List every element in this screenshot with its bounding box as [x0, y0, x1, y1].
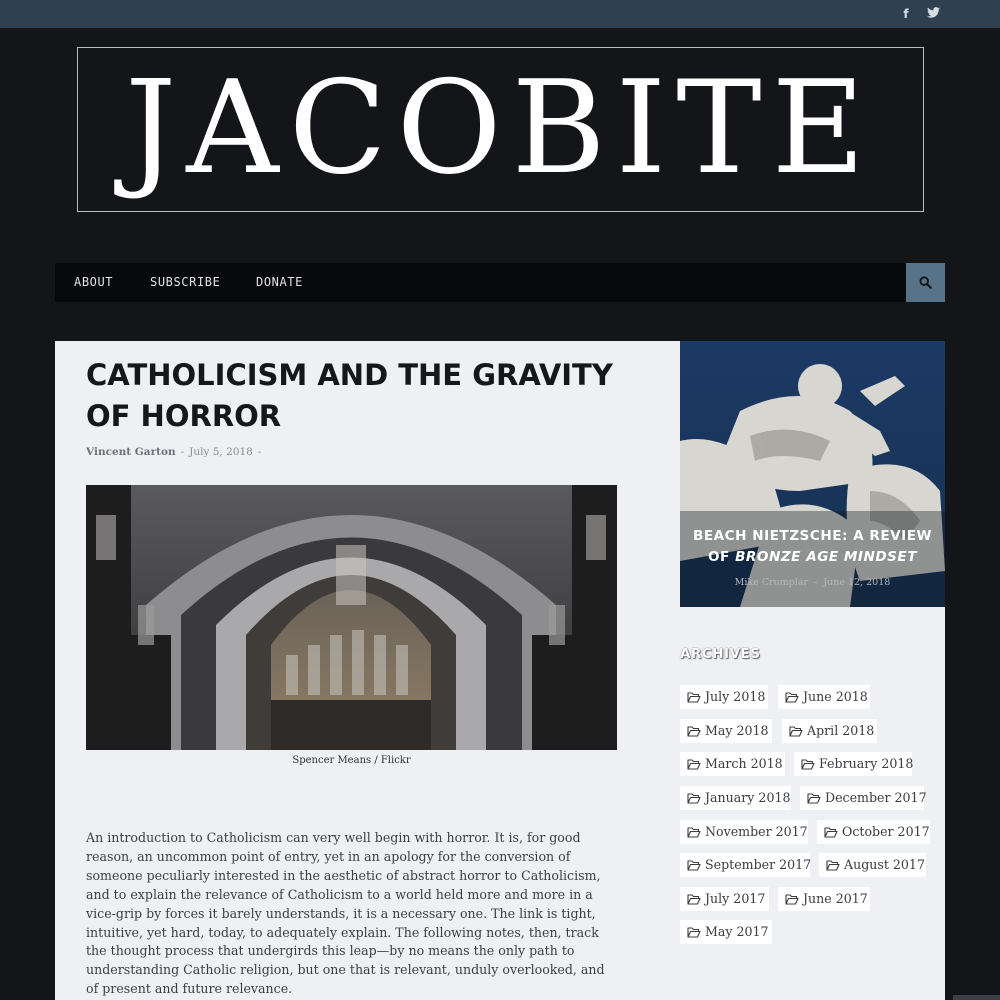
archive-link-july-2018[interactable] [680, 685, 768, 709]
page-title[interactable]: CATHOLICISM AND THE GRAVITY OF HORROR [86, 358, 613, 433]
meta-separator: - [180, 446, 185, 458]
meta-separator: - [257, 446, 262, 458]
archives-heading: ARCHIVES [680, 646, 761, 662]
folder-open-icon [824, 826, 838, 838]
archive-label: August 2017 [844, 857, 925, 872]
archive-label: May 2018 [705, 723, 769, 738]
archive-link-january-2018[interactable] [680, 786, 791, 810]
archive-label: December 2017 [825, 790, 927, 805]
image-caption: Spencer Means / Flickr [292, 755, 411, 766]
hero-image [86, 485, 617, 750]
archive-link-december-2017[interactable] [800, 786, 927, 810]
archive-link-october-2017[interactable] [817, 820, 930, 844]
folder-open-icon [687, 893, 701, 905]
folder-open-icon [826, 859, 840, 871]
meta-separator: - [814, 577, 818, 588]
featured-post-meta [680, 577, 945, 588]
archive-link-may-2017[interactable] [680, 920, 772, 944]
archive-link-august-2017[interactable] [819, 853, 926, 877]
archive-label: May 2017 [705, 924, 769, 939]
featured-post-title[interactable] [690, 526, 935, 568]
archive-label: September 2017 [705, 857, 812, 872]
featured-title-text: BEACH NIETZSCHE: A REVIEW OF [692, 528, 933, 565]
archive-link-april-2018[interactable] [782, 719, 877, 743]
archive-link-february-2018[interactable] [794, 752, 912, 776]
nav-item-donate[interactable]: DONATE [256, 275, 303, 289]
archive-label: November 2017 [705, 824, 808, 839]
archive-link-july-2017[interactable] [680, 887, 769, 911]
folder-open-icon [687, 792, 701, 804]
facebook-icon[interactable]: f [903, 7, 909, 21]
folder-open-icon [687, 826, 701, 838]
nav-item-about[interactable]: ABOUT [74, 275, 114, 289]
folder-open-icon [687, 758, 701, 770]
post-author[interactable]: Vincent Garton [86, 446, 176, 458]
featured-author[interactable]: Mike Crumplar [734, 577, 809, 588]
search-icon [919, 276, 932, 289]
archive-label: July 2018 [705, 689, 766, 704]
featured-date[interactable]: June 12, 2018 [823, 577, 891, 588]
twitter-icon[interactable] [925, 6, 941, 22]
folder-open-icon [785, 893, 799, 905]
archive-link-june-2017[interactable] [778, 887, 870, 911]
archive-label: March 2018 [705, 756, 783, 771]
archive-label: June 2017 [803, 891, 868, 906]
folder-open-icon [687, 725, 701, 737]
folder-open-icon [687, 691, 701, 703]
archive-link-may-2018[interactable] [680, 719, 772, 743]
folder-open-icon [789, 725, 803, 737]
post-date[interactable]: July 5, 2018 [189, 446, 253, 458]
folder-open-icon [687, 926, 701, 938]
main-nav [55, 263, 945, 302]
archive-label: October 2017 [842, 824, 930, 839]
featured-post-card[interactable] [680, 341, 945, 607]
post-body: An introduction to Catholicism can very well begin with horror. It is, for good reason, an uncommon point of entry, yet in an apology for the conversion of someone peculiarly interested in the aesthetic of abstract horror to Catholicism, and to explain the relevance of Catholicism to a world held more and more in a vice-grip by forces it barely understands, it is a necessary one. The link is tight, intuitive, yet hard, today, to adequately explain. The following notes, then, track the thought process that undergirds this leap—by no means the only path to understanding Catholic religion, but one that is relevant, unduly overlooked, and of present and future relevance. [86, 830, 605, 997]
archive-label: July 2017 [705, 891, 766, 906]
archive-label: January 2018 [705, 790, 791, 805]
site-logo[interactable] [55, 45, 945, 215]
top-bar [0, 0, 1000, 28]
archive-link-june-2018[interactable] [778, 685, 870, 709]
search-button[interactable] [906, 263, 945, 302]
cathedral-portal-illustration [86, 485, 617, 750]
nav-item-subscribe[interactable]: SUBSCRIBE [150, 275, 221, 289]
archive-label: April 2018 [807, 723, 875, 738]
featured-title-italic: BRONZE AGE MINDSET [735, 549, 917, 565]
archive-label: June 2018 [803, 689, 868, 704]
archive-link-november-2017[interactable] [680, 820, 808, 844]
back-to-top-tab[interactable] [953, 995, 1000, 1000]
archive-label: February 2018 [819, 756, 914, 771]
folder-open-icon [687, 859, 701, 871]
folder-open-icon [801, 758, 815, 770]
folder-open-icon [785, 691, 799, 703]
logo-text: JACOBITE [124, 54, 876, 203]
archive-link-september-2017[interactable] [680, 853, 810, 877]
archive-link-march-2018[interactable] [680, 752, 785, 776]
folder-open-icon [807, 792, 821, 804]
post-meta [86, 446, 266, 458]
article [55, 341, 680, 1000]
